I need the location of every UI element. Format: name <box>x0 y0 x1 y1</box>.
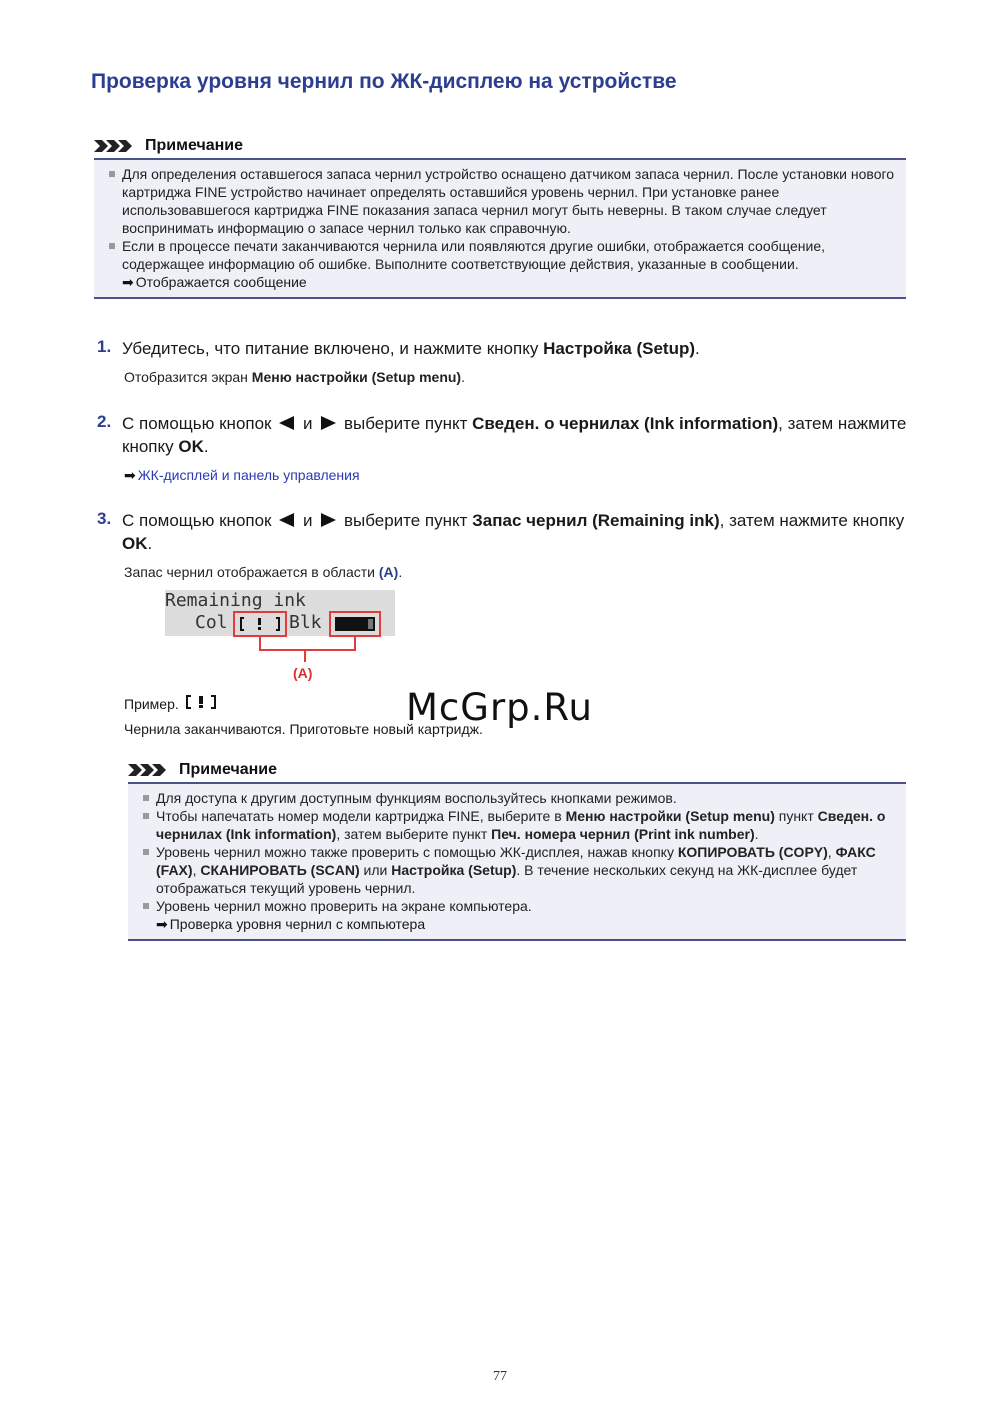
link-message-displayed[interactable]: Отображается сообщение <box>135 274 307 290</box>
note-link[interactable] <box>142 915 896 933</box>
page-title: Проверка уровня чернил по ЖК-дисплею на устройстве <box>91 70 677 93</box>
link-lcd-and-panel[interactable]: ЖК-дисплей и панель управления <box>137 467 360 483</box>
note-content <box>94 158 906 299</box>
note-block-2 <box>128 758 906 941</box>
scan-button-name: СКАНИРОВАТЬ (SCAN) <box>200 862 360 878</box>
note-item: Уровень чернил можно проверить на экране компьютера. <box>142 897 896 915</box>
right-arrow-button-icon <box>320 513 336 527</box>
note-item <box>142 843 896 897</box>
area-a-label: (A) <box>378 564 399 580</box>
ink-information-item: Сведен. о чернилах (Ink information) <box>156 808 886 842</box>
note-content <box>128 782 906 941</box>
note-item: Для доступа к другим доступным функциям воспользуйтесь кнопками режимов. <box>142 789 896 807</box>
lcd-remaining-ink-title: Remaining ink <box>165 590 306 611</box>
note-link[interactable] <box>108 273 896 291</box>
note-item: Если в процессе печати заканчиваются чернила или появляются другие ошибки, отображается сообщение, содержащее информацию об ошибке. Выполните соответствующие действия, указанные в сообщении. <box>108 237 896 273</box>
ink-information-item: Сведен. о чернилах (Ink information) <box>472 414 779 433</box>
callout-bracket <box>260 636 355 650</box>
step-text-part: Убедитесь, что питание включено, и нажмите кнопку <box>122 339 544 358</box>
note-item: Для определения оставшегося запаса чернил устройство оснащено датчиком запаса чернил. После установки нового картриджа FINE устройство начинает определять оставшийся уровень чернил. При установке ранее использовавшегося картриджа FINE показания запаса чернил могут быть неверны. В таком случае следует воспринимать информацию о запасе чернил только как справочную. <box>108 165 896 237</box>
step-text-part: и <box>302 414 313 433</box>
step-1 <box>97 337 917 386</box>
note-text-part: , <box>827 844 836 860</box>
step-result-part: . <box>398 564 403 580</box>
step-result-part: Отобразится экран <box>124 369 252 385</box>
lcd-col-label: Col <box>195 612 228 633</box>
step-number: 2. <box>97 412 112 431</box>
step-number: 3. <box>97 509 112 528</box>
arrow-right-icon: ➡ <box>156 916 168 932</box>
step-text-part: выберите пункт <box>343 414 473 433</box>
step-result <box>124 368 917 386</box>
watermark: McGrp.Ru <box>406 686 593 729</box>
note-block-1 <box>94 134 906 299</box>
example-line <box>124 694 219 713</box>
setup-menu-name: Меню настройки (Setup menu) <box>565 808 775 824</box>
setup-menu-name: Меню настройки (Setup menu) <box>251 369 462 385</box>
fax-button-name: ФАКС (FAX) <box>156 844 876 878</box>
left-arrow-button-icon <box>279 416 295 430</box>
setup-button-name: Настройка (Setup) <box>543 339 696 358</box>
step-result <box>124 563 917 581</box>
lcd-screen <box>165 590 395 636</box>
step-link[interactable] <box>124 466 917 484</box>
note-text-part: , затем выберите пункт <box>336 826 492 842</box>
step-text <box>122 412 917 458</box>
step-text <box>122 337 917 360</box>
note-heading: Примечание <box>179 761 278 778</box>
step-text-part: С помощью кнопок <box>122 511 272 530</box>
step-text <box>122 509 917 555</box>
ink-low-warning-icon <box>185 694 219 710</box>
note-text-part: или <box>359 862 392 878</box>
setup-button-name: Настройка (Setup) <box>391 862 517 878</box>
step-text-part: , затем нажмите кнопку <box>719 511 905 530</box>
note-text-part: Уровень чернил можно также проверить с помощью ЖК-дисплея, нажав кнопку <box>156 844 678 860</box>
note-text-part: . <box>754 826 759 842</box>
step-3 <box>97 509 917 581</box>
copy-button-name: КОПИРОВАТЬ (COPY) <box>677 844 828 860</box>
example-label: Пример. <box>124 696 179 712</box>
step-text-part: . <box>203 437 209 456</box>
step-text-part: . <box>147 534 153 553</box>
note-heading: Примечание <box>145 137 244 154</box>
page-number: 77 <box>493 1369 507 1384</box>
step-text-part: . <box>695 339 700 358</box>
arrow-right-icon: ➡ <box>122 274 134 290</box>
step-result-part: Запас чернил отображается в области <box>124 564 379 580</box>
note-header <box>94 134 906 158</box>
note-text-part: Чтобы напечатать номер модели картриджа FINE, выберите в <box>156 808 566 824</box>
step-text-part: выберите пункт <box>343 511 473 530</box>
step-result-part: . <box>461 369 465 385</box>
print-ink-number-item: Печ. номера чернил (Print ink number) <box>491 826 755 842</box>
lcd-blk-label: Blk <box>289 612 322 633</box>
link-check-ink-from-computer[interactable]: Проверка уровня чернил с компьютера <box>169 916 426 932</box>
note-arrows-icon <box>128 762 168 778</box>
arrow-right-icon: ➡ <box>124 467 136 483</box>
note-header <box>128 758 906 782</box>
remaining-ink-item: Запас чернил (Remaining ink) <box>472 511 720 530</box>
note-arrows-icon <box>94 138 134 154</box>
step-text-part: , затем нажмите кнопку <box>122 414 907 456</box>
left-arrow-button-icon <box>279 513 295 527</box>
example-message: Чернила заканчиваются. Приготовьте новый картридж. <box>124 721 483 737</box>
note-item <box>142 807 896 843</box>
step-text-part: и <box>302 511 313 530</box>
step-2 <box>97 412 917 484</box>
note-text-part: . В течение нескольких секунд на ЖК-дисплее будет отображаться текущий уровень чернил. <box>156 862 858 896</box>
note-text-part: , <box>192 862 201 878</box>
right-arrow-button-icon <box>320 416 336 430</box>
callout-a-label: (A) <box>293 665 313 681</box>
ok-button-name: OK <box>178 437 204 456</box>
ok-button-name: OK <box>122 534 148 553</box>
note-text-part: пункт <box>774 808 818 824</box>
step-text-part: С помощью кнопок <box>122 414 272 433</box>
step-number: 1. <box>97 337 112 356</box>
